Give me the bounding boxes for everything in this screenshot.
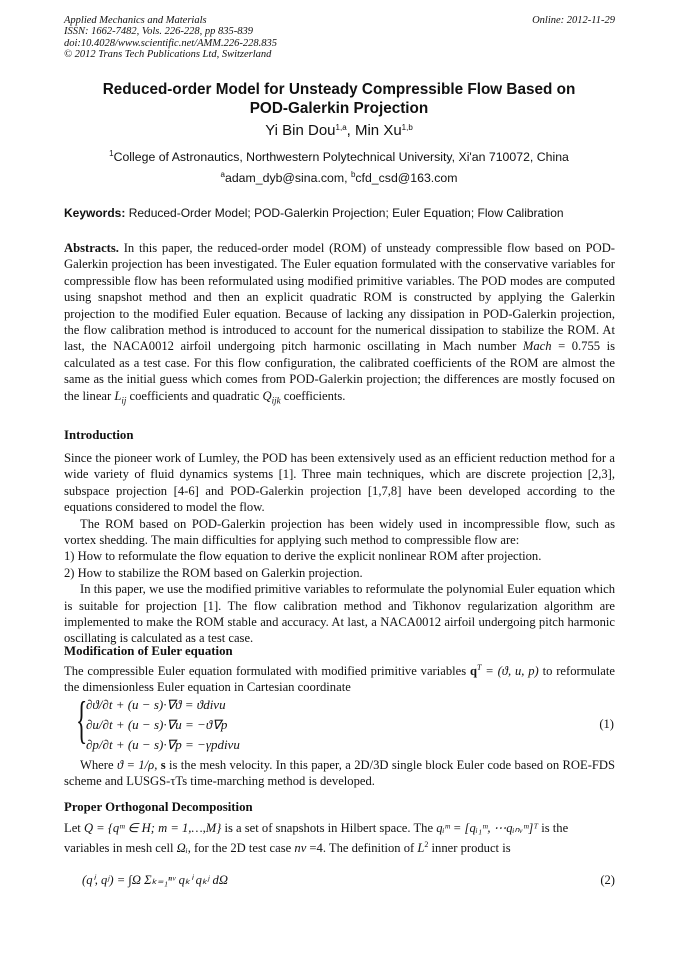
copyright: © 2012 Trans Tech Publications Ltd, Switzerland xyxy=(64,49,272,61)
pod-text-f: =4. The definition of xyxy=(306,841,418,856)
intro-item-1: 1) How to reformulate the flow equation to derive the explicit nonlinear ROM after projection. xyxy=(64,549,542,564)
online-date: Online: 2012-11-29 xyxy=(532,15,615,26)
abstract-L: L xyxy=(114,388,122,403)
affiliation xyxy=(64,150,614,164)
abstract-label: Abstracts. xyxy=(64,241,119,255)
equation-2-number: (2) xyxy=(600,873,615,887)
author-sep: , xyxy=(346,122,355,139)
author-1: Yi Bin Dou xyxy=(265,122,336,139)
affil-text: College of Astronautics, Northwestern Polytechnical University, Xi'an 710072, China xyxy=(113,150,569,164)
where-b: , xyxy=(154,758,161,772)
euler-where xyxy=(64,757,615,790)
equation-1-line-1: ∂ϑ/∂t + (u − s)·∇ϑ = ϑdivu xyxy=(86,697,226,712)
euler-heading: Modification of Euler equation xyxy=(64,644,233,658)
pod-section xyxy=(64,820,615,857)
equation-1-line-3: ∂p/∂t + (u − s)·∇p = −γpdivu xyxy=(86,737,240,752)
author-2-affil: 1,b xyxy=(401,123,413,132)
title-line-2: POD-Galerkin Projection xyxy=(249,100,429,117)
abstract-text-4: coefficients. xyxy=(280,388,346,403)
email-a-sup: a xyxy=(220,170,225,179)
paper-title xyxy=(64,80,614,118)
email-b: cfd_csd@163.com xyxy=(355,171,458,185)
abstract-mach: Mach xyxy=(522,339,552,354)
abstract-Q-sub: ijk xyxy=(271,395,281,406)
email-b-sup: b xyxy=(350,170,356,179)
intro-section xyxy=(64,450,615,647)
where-a: Where xyxy=(80,758,117,772)
abstract-text-2: = 0.755 is calculated as a test case. For this flow configuration, the calibrated coefficients of the ROM are almost the same as the initial guess which comes from POD-Galerkin projection; the differences are mostly focused on the linear xyxy=(64,339,615,403)
pod-L2: L xyxy=(417,841,425,856)
equation-1-number: (1) xyxy=(599,717,614,731)
abstract-text-1: In this paper, the reduced-order model (ROM) of unsteady compressible flow based on POD-Galerkin projection has been investigated. The Euler equation formulated with the conservative variables for compressible flow has been reformulated using modified primitive variables. The POD modes are computed using snapshot method and then an explicit quadratic ROM is constructed by applying the Galerkin projection to the modified Euler equation. Because of lacking any dissipation in POD-Galerkin projection, the flow calibration method is introduced to account for the numerical dissipation to stabilize the ROM. At last, the NACA0012 airfoil undergoing pitch harmonic oscillating in Mach number xyxy=(64,241,615,354)
title-line-1: Reduced-order Model for Unsteady Compressible Flow Based on xyxy=(102,81,576,98)
euler-q-rhs: = (ϑ, u, p) xyxy=(481,664,539,678)
pod-p2 xyxy=(64,840,615,856)
abstract-text-3: coefficients and quadratic xyxy=(126,388,263,403)
pod-text-d: variables in mesh cell xyxy=(64,841,177,856)
abstract-Q: Q xyxy=(262,388,272,403)
pod-text-b: is a set of snapshots in Hilbert space. The xyxy=(221,821,437,835)
pod-L2-sup: 2 xyxy=(424,840,429,850)
euler-where-p xyxy=(64,757,615,790)
issn: ISSN: 1662-7482, Vols. 226-228, pp 835-839 xyxy=(64,26,253,38)
abstract-paragraph xyxy=(64,240,615,409)
pod-set: Q = {qᵐ ∈ H; m = 1,…,M} xyxy=(83,821,222,835)
euler-q: q xyxy=(469,664,477,678)
euler-text-b: to reformulate the dimensionless Euler equation in Cartesian coordinate xyxy=(64,664,615,695)
where-eq: ϑ = 1/ρ xyxy=(116,758,155,772)
pod-nv: nv xyxy=(294,841,307,856)
journal-name: Applied Mechanics and Materials xyxy=(64,15,207,26)
pod-cell: Ωᵢ xyxy=(176,841,188,856)
intro-item-2: 2) How to stabilize the ROM based on Galerkin projection. xyxy=(64,565,363,580)
pod-heading: Proper Orthogonal Decomposition xyxy=(64,800,253,814)
journal-header xyxy=(64,15,277,61)
euler-intro xyxy=(64,663,615,696)
equation-1-line-2: ∂u/∂t + (u − s)·∇u = −ϑ∇p xyxy=(86,717,228,732)
brace-glyph: { xyxy=(76,692,88,749)
equation-1 xyxy=(76,692,616,755)
author-2: Min Xu xyxy=(354,122,402,139)
where-s: s xyxy=(160,758,166,772)
pod-vec: qᵢᵐ = [qᵢ₁ᵐ, ⋯qᵢₙᵥᵐ]ᵀ xyxy=(436,821,539,835)
pod-text-c: is the xyxy=(538,821,569,835)
email-a: adam_dyb@sina.com, xyxy=(225,171,351,185)
equation-2 xyxy=(64,872,615,888)
pod-text-a: Let xyxy=(64,821,84,835)
pod-text-e: , for the 2D test case xyxy=(187,841,295,856)
emails xyxy=(64,171,614,185)
euler-q-sup: T xyxy=(476,663,482,672)
euler-text-a: The compressible Euler equation formulated with modified primitive variables xyxy=(64,664,470,678)
intro-p1: Since the pioneer work of Lumley, the POD has been extensively used as an efficient reduction method for a wide variety of fluid dynamics systems [1]. Three main techniques, which are discrete projection [2,3], subspace projection [4-6] and POD-Galerkin projection [1,7,8] have been developed according to the equations considered to model the flow. xyxy=(64,451,615,515)
doi: doi:10.4028/www.scientific.net/AMM.226-228.835 xyxy=(64,37,277,49)
where-c: is the mesh velocity. In this paper, a 2D/3D single block Euler code based on ROE-FDS scheme and LUSGS-τTs time-marching method is developed. xyxy=(64,758,615,789)
keywords xyxy=(64,206,616,220)
intro-p3: In this paper, we use the modified primitive variables to reformulate the polynomial Euler equation which is suitable for projection [1]. The flow calibration method and Tikhonov regularization algorithm are implemented to make the ROM stable and accuracy. At last, a NACA0012 airfoil undergoing pitch harmonic oscillating is calculated as a test case. xyxy=(64,582,615,646)
pod-text-g: inner product is xyxy=(428,841,511,856)
keywords-label: Keywords: xyxy=(64,206,126,220)
abstract xyxy=(64,240,615,409)
keywords-text: Reduced-Order Model; POD-Galerkin Projection; Euler Equation; Flow Calibration xyxy=(125,206,564,220)
pod-p1 xyxy=(64,820,615,836)
author-1-affil: 1,a xyxy=(335,123,347,132)
abstract-L-sub: ij xyxy=(121,395,127,406)
euler-p1 xyxy=(64,663,615,696)
intro-heading: Introduction xyxy=(64,428,134,442)
intro-p2: The ROM based on POD-Galerkin projection has been widely used in incompressible flow, such as vortex shedding. The main difficulties for applying such method to compressible flow are: xyxy=(64,516,615,548)
affil-sup: 1 xyxy=(109,149,114,158)
authors xyxy=(64,122,614,139)
equation-2-expr: (qⁱ, qʲ) = ∫Ω Σₖ₌₁ⁿᵛ qₖⁱ qₖʲ dΩ xyxy=(82,873,228,887)
